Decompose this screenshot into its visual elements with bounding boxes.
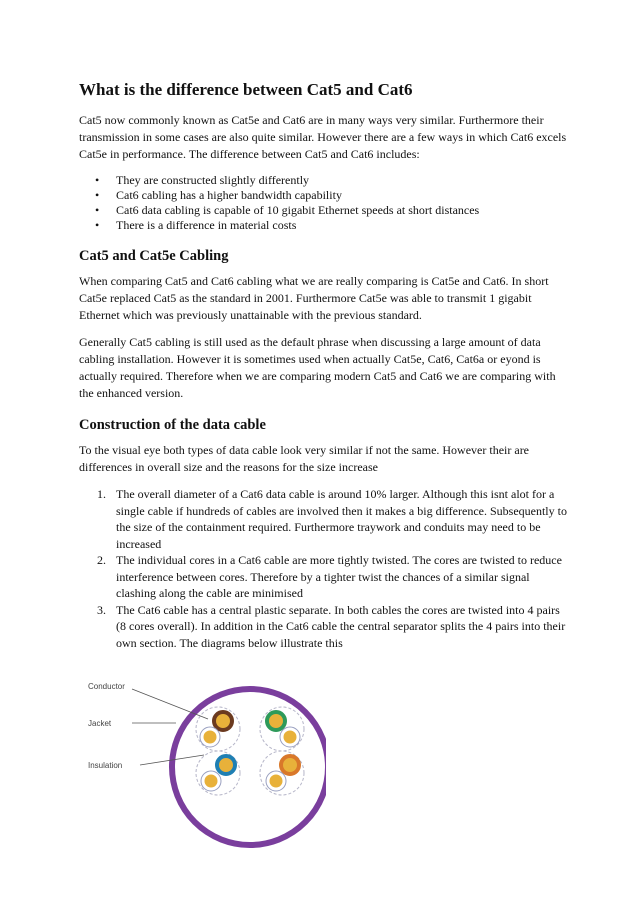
bullet-icon: •	[95, 218, 100, 232]
section-heading-cat5: Cat5 and Cat5e Cabling	[79, 248, 229, 264]
cable-cross-section-diagram	[86, 665, 326, 900]
page-title: What is the difference between Cat5 and Cat6	[79, 80, 413, 99]
insulation-label: Insulation	[88, 761, 123, 770]
list-item: • Cat6 data cabling is capable of 10 gigabit Ethernet speeds at short distances	[95, 203, 480, 217]
core-white	[202, 729, 218, 745]
cat5-paragraph-1: When comparing Cat5 and Cat6 cabling what we are really comparing is Cat5e and Cat6. In short Cat5e replaced Cat5 as the standard in 2001. Furthermore Cat5e was able to transmit 1 gigabit Ethernet which was previously unattainable with the previous standard.	[79, 274, 549, 322]
section-heading-construction: Construction of the data cable	[79, 417, 266, 433]
list-item: • They are constructed slightly differently	[95, 173, 310, 187]
bullet-icon: •	[95, 173, 100, 187]
list-item: • There is a difference in material costs	[95, 218, 297, 232]
bullet-icon: •	[95, 188, 100, 202]
conductor-leader-line	[132, 689, 208, 719]
list-item: 3. The Cat6 cable has a central plastic separate. In both cables the cores are twisted into 4 pairs (8 cores overall). In addition in the Cat6 cable the central separator splits the 4 pairs into their own section. The diagrams below illustrate this	[97, 602, 566, 650]
document-page	[79, 80, 569, 651]
core-white	[282, 729, 298, 745]
core-blue	[217, 756, 235, 774]
core-white	[203, 773, 219, 789]
list-item: 1. The overall diameter of a Cat6 data cable is around 10% larger. Although this isnt alot for a single cable if hundreds of cables are involved then it makes a big difference. Subsequently to the size of the containment required. Furthermore traywork and conduits may need to be increased	[97, 487, 567, 551]
cable-diagram-svg	[86, 665, 326, 900]
intro-paragraph: Cat5 now commonly known as Cat5e and Cat6 are in many ways very similar. Furthermore their transmission in some cases are also quite similar. However there are a few ways in which Cat6 excels Cat5e in performance. The difference between Cat5 and Cat6 includes:	[79, 113, 567, 161]
differences-list	[79, 173, 569, 233]
construction-paragraph: To the visual eye both types of data cable look very similar if not the same. However their are differences in overall size and the reasons for the size increase	[79, 443, 530, 474]
core-orange	[281, 756, 299, 774]
core-brown	[214, 712, 232, 730]
cat5-paragraph-2: Generally Cat5 cabling is still used as the default phrase when discussing a large amount of data cabling installation. However it is sometimes used when actually Cat5e, Cat6, Cat6a or eyond is actually required. Therefore when we are comparing modern Cat5 and Cat6 we are comparing with the enhanced version.	[79, 335, 556, 400]
jacket-label: Jacket	[88, 719, 112, 728]
list-item: 2. The individual cores in a Cat6 cable are more tightly twisted. The cores are twisted to reduce interference between cores. Therefore by a tighter twist the chances of a similar signal clashing along the cable are minimised	[97, 553, 562, 600]
conductor-label: Conductor	[88, 682, 125, 691]
construction-list	[79, 486, 569, 651]
core-white	[268, 773, 284, 789]
core-green	[267, 712, 285, 730]
bullet-icon: •	[95, 203, 100, 217]
list-item: • Cat6 cabling has a higher bandwidth capability	[95, 188, 342, 202]
